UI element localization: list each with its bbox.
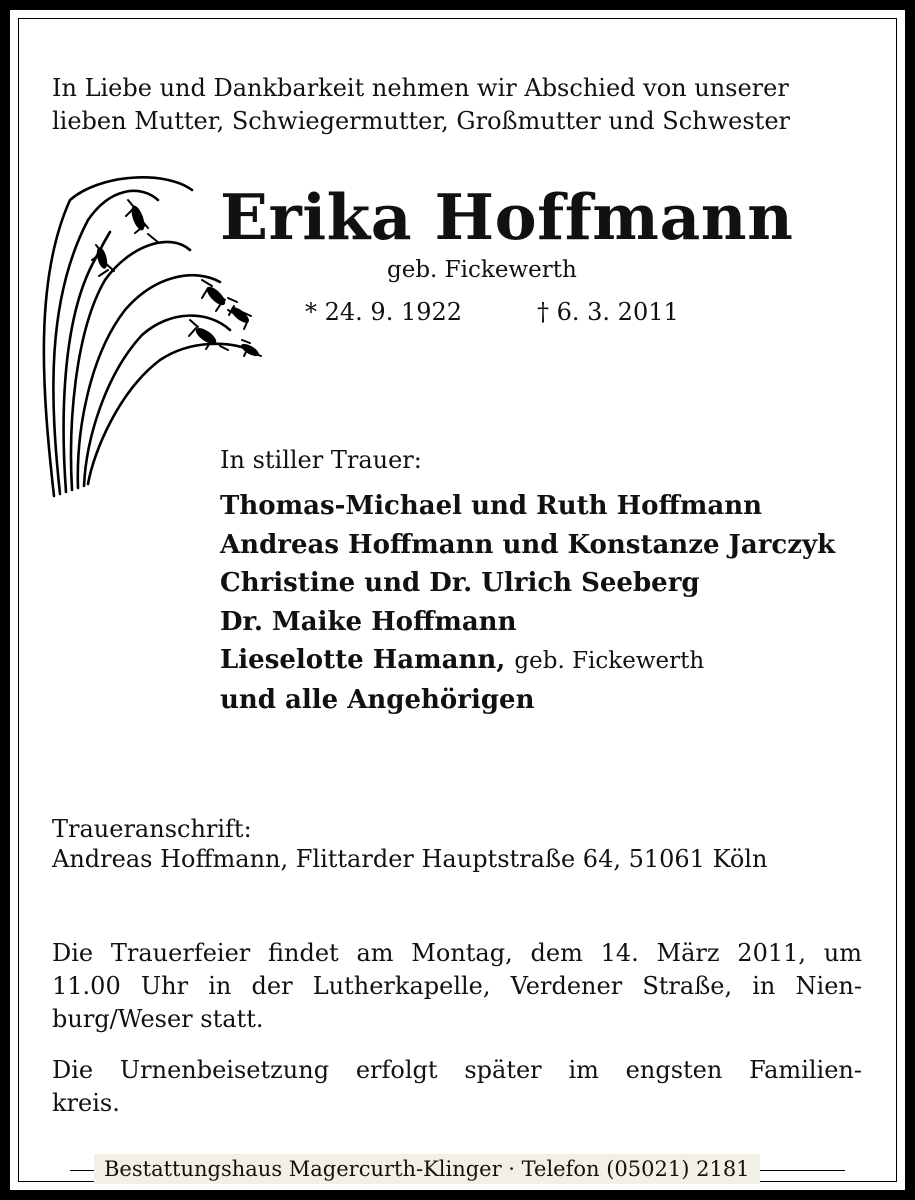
mourner-name: und alle Angehörigen xyxy=(220,684,535,715)
funeral-home-footer: Bestattungshaus Magercurth-Klinger · Telefon (05021) 2181 xyxy=(94,1154,760,1184)
mourner-name: Dr. Maike Hoffmann xyxy=(220,606,517,637)
urn-line: kreis. xyxy=(52,1089,120,1117)
death-date: † 6. 3. 2011 xyxy=(537,298,679,326)
birth-date: * 24. 9. 1922 xyxy=(305,298,463,326)
ceremony-line: Die Trauerfeier findet am Montag, dem 14. März 2011, um xyxy=(52,939,862,967)
mourner-name: Christine und Dr. Ulrich Seeberg xyxy=(220,568,700,598)
mourner-maiden-name: geb. Fickewerth xyxy=(514,648,705,674)
mourner-name: Thomas-Michael und Ruth Hoffmann xyxy=(220,491,763,521)
mourner-name: Andreas Hoffmann und Konstanze Jarczyk xyxy=(220,529,836,560)
urn-paragraph xyxy=(52,1054,862,1120)
intro-line: lieben Mutter, Schwiegermutter, Großmutter und Schwester xyxy=(52,107,790,135)
urn-line: Die Urnenbeisetzung erfolgt später im engsten Familien- xyxy=(52,1056,862,1084)
mourner-row xyxy=(220,641,835,681)
mourners-list xyxy=(220,487,835,719)
intro-line: In Liebe und Dankbarkeit nehmen wir Abschied von unserer xyxy=(52,74,789,102)
address-value: Andreas Hoffmann, Flittarder Hauptstraße 64, 51061 Köln xyxy=(52,845,768,873)
ceremony-paragraph xyxy=(52,937,862,1036)
mourner-name: Lieselotte Hamann, xyxy=(220,645,506,675)
maiden-name: geb. Fickewerth xyxy=(387,257,577,283)
mourning-heading: In stiller Trauer: xyxy=(220,446,422,474)
deceased-name: Erika Hoffmann xyxy=(220,180,794,254)
address-label: Traueranschrift: xyxy=(52,815,252,843)
ceremony-line: burg/Weser statt. xyxy=(52,1005,264,1033)
intro-text xyxy=(52,72,790,138)
ceremony-line: 11.00 Uhr in der Lutherkapelle, Verdener Straße, in Nien- xyxy=(52,972,862,1000)
